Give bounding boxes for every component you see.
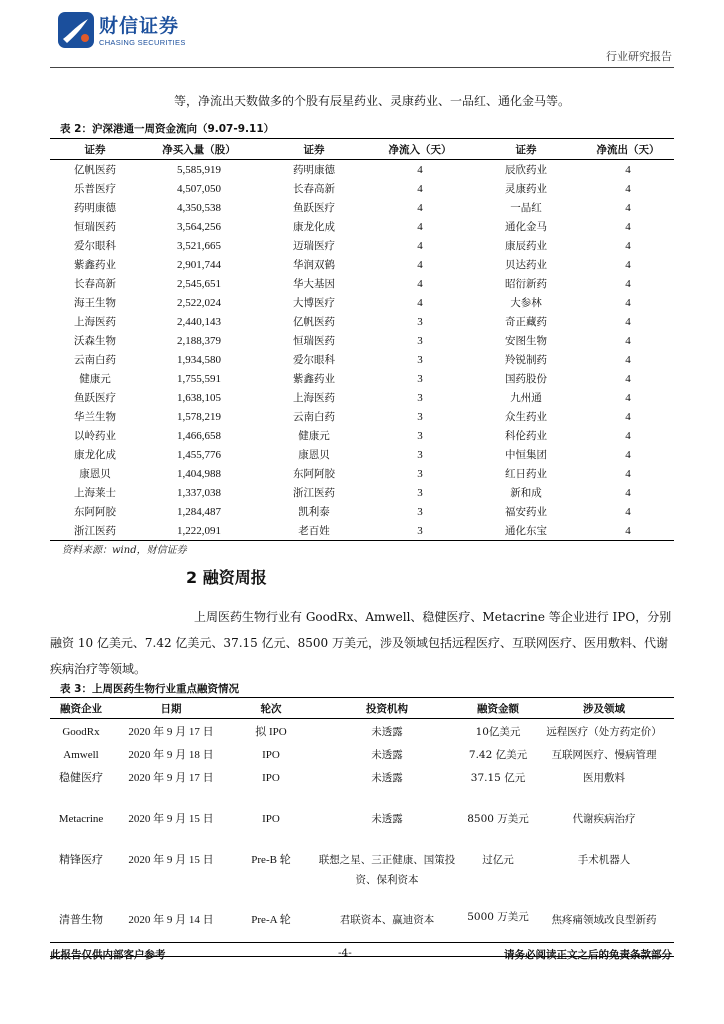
table-cell: 4 [417,258,423,271]
table-cell: 2020 年 9 月 15 日 [128,813,214,825]
table-cell: 4 [625,448,631,461]
table-cell: 通化东宝 [505,525,547,537]
table-cell: 以岭药业 [74,430,116,442]
capital-flow-table [50,138,674,541]
table-row [50,293,674,312]
table-row [50,179,674,198]
table-cell: 恒瑞医药 [74,221,116,233]
table-cell: 稳健医疗 [59,772,103,784]
table-cell: 紫鑫药业 [293,373,335,385]
table-cell: 上海医药 [74,316,116,328]
table-row [50,426,674,445]
table-cell: 九州通 [510,392,542,404]
table-row [50,502,674,521]
table-cell: 4 [625,258,631,271]
table-cell: 鱼跃医疗 [293,202,335,214]
table-row [50,312,674,331]
table-cell: 4 [625,277,631,290]
table-cell: 昭衍新药 [505,278,547,290]
table-cell: 2020 年 9 月 18 日 [128,749,214,761]
footer-disclaimer: 此报告仅供内部客户参考 [50,949,166,961]
table-cell: 浙江医药 [293,487,335,499]
table-cell: 1,638,105 [177,391,221,404]
table-cell: 安图生物 [505,335,547,347]
table-cell: 手术机器人 [577,854,631,866]
table-cell: 精锋医疗 [59,854,103,866]
table-cell: 康龙化成 [293,221,335,233]
table-cell: 1,466,658 [177,429,221,442]
table-cell: 2020 年 9 月 17 日 [128,772,214,784]
table-cell: 3 [417,391,423,404]
table-cell: 1,404,988 [177,467,221,480]
table-cell: 辰欣药业 [505,164,547,176]
table-cell: 拟 IPO [255,726,287,738]
table-cell: 医用敷料 [583,772,625,784]
table-cell: 新和成 [510,487,542,499]
table-cell: 康龙化成 [74,449,116,461]
table-cell: 清普生物 [59,914,103,926]
table-row [50,236,674,255]
table-row [50,483,674,502]
table-cell: 4 [625,410,631,423]
table-cell: 4 [625,486,631,499]
table-row [50,160,674,180]
table-cell: 1,455,776 [177,448,221,461]
table-cell: 1,284,487 [177,505,221,518]
table-cell: 远程医疗（处方药定价） [546,726,662,738]
table-cell: 2020 年 9 月 17 日 [128,726,214,738]
table-cell: 4 [417,277,423,290]
table-cell: GoodRx [62,726,100,738]
company-logo-icon [58,12,94,48]
table-cell: 奇正藏药 [505,316,547,328]
table-cell: 未透露 [371,772,403,784]
table-cell: 4 [625,391,631,404]
table-cell: 一品红 [510,202,542,214]
table-cell: 健康元 [79,373,111,385]
table-cell: 10亿美元 [475,726,521,738]
page-header [0,0,724,72]
table-cell: 康恩贝 [79,468,111,480]
table-cell: 华大基因 [293,278,335,290]
table-row [50,388,674,407]
table-cell: 4 [417,296,423,309]
table-cell: 4 [417,201,423,214]
table-row [50,369,674,388]
table-cell: 过亿元 [482,854,514,866]
table-cell: 3 [417,334,423,347]
table-cell: 康辰药业 [505,240,547,252]
table-cell: 2,545,651 [177,277,221,290]
table-cell: 3,521,665 [177,239,221,252]
table-row [50,407,674,426]
table-cell: 3 [417,315,423,328]
table-cell: 云南白药 [293,411,335,423]
report-type-label: 行业研究报告 [606,50,672,63]
table-cell: 3,564,256 [177,220,221,233]
column-header: 日期 [112,698,230,719]
table-cell: 羚锐制药 [505,354,547,366]
table-cell: 福安药业 [505,506,547,518]
table-cell: 红日药业 [505,468,547,480]
column-header: 轮次 [230,698,312,719]
table-cell: 海王生物 [74,297,116,309]
table-cell: 乐普医疗 [74,183,116,195]
column-header: 融资金额 [462,698,534,719]
table-row [50,445,674,464]
financing-paragraph: 上周医药生物行业有 GoodRx、Amwell、稳健医疗、Metacrine 等企业进行 IPO，分别融资 10 亿美元、7.42 亿美元、37.15 亿元、8500 万美元，涉及领域包括远程医疗、互联网医疗、医用敷料、代谢疾病治疗等领域。 [50,610,672,676]
table-cell: 4 [625,296,631,309]
footer-divider [50,942,674,943]
table-cell: 未透露 [371,813,403,825]
table-cell: 4 [417,182,423,195]
table-cell: 华润双鹤 [293,259,335,271]
table-cell: 3 [417,467,423,480]
table-cell: 君联资本、赢迪资本 [339,914,435,926]
table-cell: 3 [417,410,423,423]
table-cell: Amwell [63,749,99,761]
table-cell: 8500 万美元 [467,813,529,825]
table-header-row [50,139,674,160]
logo-text-en: CHASING SECURITIES [99,38,186,47]
table-cell: 恒瑞医药 [293,335,335,347]
table-cell: 37.15 亿元 [470,772,526,784]
table-cell: 1,578,219 [177,410,221,423]
table-cell: 4 [625,239,631,252]
table-cell: 大参林 [510,297,542,309]
table-cell: 4 [625,315,631,328]
table-cell: 4 [625,220,631,233]
table-cell: 华兰生物 [74,411,116,423]
table-cell: 联想之星、三正健康、国策投资、保利资本 [318,854,456,886]
table-cell: 3 [417,505,423,518]
table-cell: 贝达药业 [505,259,547,271]
table-cell: 2,522,024 [177,296,221,309]
table-cell: IPO [262,813,280,825]
table-row [50,198,674,217]
source-note: 资料来源：wind，财信证券 [62,545,187,556]
table3-caption: 表 3：上周医药生物行业重点融资情况 [60,683,239,695]
column-header: 证券 [470,139,582,160]
table-cell: 1,222,091 [177,524,221,537]
table-cell: 灵康药业 [505,183,547,195]
table-cell: 2,188,379 [177,334,221,347]
column-header: 涉及领域 [534,698,674,719]
column-header: 融资企业 [50,698,112,719]
table-cell: 4 [625,334,631,347]
table-cell: 3 [417,486,423,499]
table-cell: 长春高新 [74,278,116,290]
table-cell: 焦疼痛领域改良型新药 [551,914,657,926]
intro-paragraph: 等，净流出天数做多的个股有辰星药业、灵康药业、一品红、通化金马等。 [174,94,571,108]
column-header: 净流入（天） [370,139,470,160]
table-cell: 亿帆医药 [74,164,116,176]
table-cell: IPO [262,749,280,761]
table-cell: 3 [417,524,423,537]
table-row [50,255,674,274]
table-row [50,217,674,236]
table-cell: 爱尔眼科 [293,354,335,366]
table-cell: 4 [417,239,423,252]
header-divider [50,67,674,68]
table-cell: 药明康德 [74,202,116,214]
table-row [50,331,674,350]
table-cell: 上海医药 [293,392,335,404]
table-cell: 中恒集团 [505,449,547,461]
table-cell: 5,585,919 [177,163,221,176]
table-cell: 互联网医疗、慢病管理 [551,749,657,761]
table-cell: 通化金马 [505,221,547,233]
table-cell: 长春高新 [293,183,335,195]
table-cell: 未透露 [371,726,403,738]
table-row [50,806,674,847]
table-cell: 紫鑫药业 [74,259,116,271]
table-cell: 老百姓 [298,525,330,537]
table-cell: 3 [417,448,423,461]
table-cell: 上海莱士 [74,487,116,499]
page-number: -4- [338,947,352,959]
table-cell: Metacrine [58,813,104,825]
table-row [50,464,674,483]
table-cell: Pre-A 轮 [251,914,291,926]
table-cell: 科伦药业 [505,430,547,442]
table-header-row [50,698,674,719]
table-cell: 健康元 [298,430,330,442]
table-cell: 未透露 [371,749,403,761]
table-cell: 沃森生物 [74,335,116,347]
table-cell: 爱尔眼科 [74,240,116,252]
table-cell: 东阿阿胶 [74,506,116,518]
table-cell: 1,934,580 [177,353,221,366]
table-cell: 大博医疗 [293,297,335,309]
table-cell: 3 [417,429,423,442]
table-cell: 3 [417,372,423,385]
table-cell: 2020 年 9 月 15 日 [128,854,214,866]
table-row [50,742,674,765]
table-cell: 4 [625,353,631,366]
logo-text-cn: 财信证券 [99,15,180,37]
table-cell: 国药股份 [505,373,547,385]
table-cell: 4 [625,505,631,518]
table-cell: 5000 万美元 [467,911,529,923]
table-cell: 4 [625,524,631,537]
table-cell: 康恩贝 [298,449,330,461]
column-header: 证券 [50,139,140,160]
table-cell: 亿帆医药 [293,316,335,328]
footer-notice: 请务必阅读正文之后的免责条款部分 [504,949,672,961]
table-cell: IPO [262,772,280,784]
table-row [50,274,674,293]
column-header: 净买入量（股） [140,139,258,160]
table-cell: 2,901,744 [177,258,221,271]
table-cell: 4 [625,201,631,214]
table-cell: 4,507,050 [177,182,221,195]
table-cell: Pre-B 轮 [251,854,291,866]
table-cell: 浙江医药 [74,525,116,537]
table-cell: 4 [625,429,631,442]
table-row [50,847,674,907]
table-cell: 东阿阿胶 [293,468,335,480]
table-cell: 4 [625,467,631,480]
table-cell: 众生药业 [505,411,547,423]
financing-table [50,697,674,957]
column-header: 净流出（天） [582,139,674,160]
table-cell: 4 [625,182,631,195]
table-row [50,765,674,806]
table-cell: 1,337,038 [177,486,221,499]
table-cell: 1,755,591 [177,372,221,385]
table-cell: 迈瑞医疗 [293,240,335,252]
column-header: 投资机构 [312,698,462,719]
section-title: 2 融资周报 [186,568,267,587]
table-cell: 药明康德 [293,164,335,176]
table-cell: 2020 年 9 月 14 日 [128,914,214,926]
table-cell: 4 [625,372,631,385]
table-cell: 7.42 亿美元 [468,749,528,761]
table-cell: 凯利泰 [298,506,330,518]
table-row [50,521,674,541]
table-cell: 4,350,538 [177,201,221,214]
column-header: 证券 [258,139,370,160]
table-cell: 4 [625,163,631,176]
table-row [50,719,674,743]
table-cell: 云南白药 [74,354,116,366]
table-row [50,350,674,369]
table2-caption: 表 2：沪深港通一周资金流向（9.07-9.11） [60,123,275,135]
table-cell: 4 [417,163,423,176]
table-cell: 鱼跃医疗 [74,392,116,404]
table-cell: 2,440,143 [177,315,221,328]
table-cell: 4 [417,220,423,233]
table-cell: 3 [417,353,423,366]
table-cell: 代谢疾病治疗 [572,813,636,825]
